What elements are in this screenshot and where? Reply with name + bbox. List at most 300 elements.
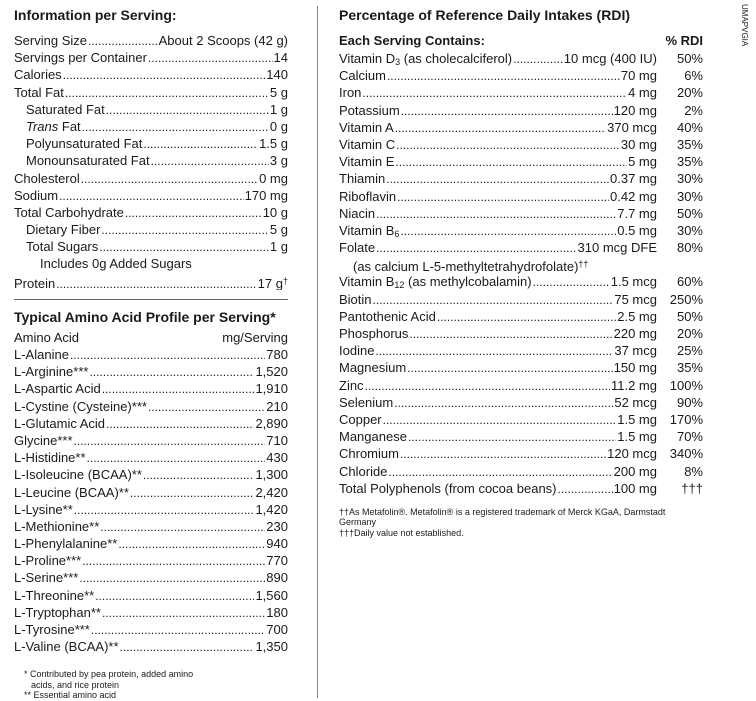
protein-label: Protein bbox=[14, 275, 56, 290]
rdi-row-percent: ††† bbox=[681, 480, 703, 496]
rdi-row bbox=[339, 325, 703, 342]
rdi-row-value: 75 mcg bbox=[614, 291, 657, 307]
leader-dots bbox=[81, 170, 258, 187]
amino-row-label: L-Tyrosine*** bbox=[14, 622, 90, 637]
rdi-row bbox=[339, 428, 703, 445]
leader-dots bbox=[106, 415, 254, 432]
leader-dots bbox=[63, 66, 266, 83]
leader-dots bbox=[89, 363, 254, 380]
right-column bbox=[339, 6, 703, 538]
rdi-row-label bbox=[339, 291, 372, 308]
rdi-label-text: Phosphorus bbox=[339, 326, 409, 341]
amino-row bbox=[14, 621, 288, 638]
leader-dots bbox=[148, 398, 265, 415]
serving-row bbox=[14, 118, 288, 135]
amino-row-value: 1,350 bbox=[255, 639, 288, 655]
rdi-row-percent: 50% bbox=[676, 51, 703, 66]
section-divider bbox=[14, 299, 288, 300]
rdi-row-label bbox=[339, 102, 400, 119]
amino-row-value: 1,560 bbox=[255, 587, 288, 603]
amino-row-label: L-Proline*** bbox=[14, 553, 82, 569]
rdi-row-value: 0.5 mg bbox=[617, 222, 657, 238]
rdi-row-percent: 90% bbox=[676, 394, 703, 410]
amino-row-value: 230 bbox=[266, 518, 288, 534]
amino-row bbox=[14, 638, 288, 655]
protein-value: 17 g† bbox=[257, 275, 288, 290]
folate-note: (as calcium L-5-methyltetrahydrofolate)†† bbox=[353, 259, 589, 275]
rdi-footnote: ††As Metafolin®. Metafolin® is a registered trademark of Merck KGaA, Darmstadt Germany bbox=[339, 506, 666, 528]
amino-row-label: L-Serine*** bbox=[14, 570, 79, 586]
serving-row-value: 0 mg bbox=[259, 170, 288, 186]
rdi-row-value: 370 mcg bbox=[607, 119, 657, 135]
rdi-row-percent: 50% bbox=[676, 205, 703, 221]
amino-row-label: L-Tryptophan** bbox=[14, 604, 101, 620]
rdi-label-text: Iron bbox=[339, 85, 362, 101]
rdi-row bbox=[339, 480, 703, 497]
serving-row-value: 1 g bbox=[269, 239, 288, 255]
amino-row-value: 890 bbox=[266, 570, 288, 586]
rdi-label-text: Copper bbox=[339, 411, 382, 427]
leader-dots bbox=[59, 187, 244, 204]
rdi-row bbox=[339, 136, 703, 153]
rdi-row-value: 100 mg bbox=[613, 480, 657, 496]
rdi-row bbox=[339, 359, 703, 376]
serving-row-value: 170 mg bbox=[244, 187, 288, 203]
rdi-label-text: Vitamin D bbox=[339, 51, 396, 66]
rdi-row-value: 220 mg bbox=[613, 326, 657, 341]
rdi-row-value: 5 mg bbox=[628, 154, 657, 170]
rdi-row-label bbox=[339, 308, 436, 325]
rdi-label-text: Pantothenic Acid bbox=[339, 308, 436, 324]
serving-row-label: Servings per Container bbox=[14, 50, 147, 66]
rdi-row bbox=[339, 205, 703, 222]
rdi-title: Percentage of Reference Daily Intakes (RDI) bbox=[339, 7, 630, 23]
leader-dots bbox=[558, 480, 613, 497]
rdi-label-text: Potassium bbox=[339, 102, 400, 118]
side-code: UMAPVGIA bbox=[740, 4, 749, 47]
rdi-label-subscript: 12 bbox=[394, 280, 405, 291]
amino-row-label: L-Phenylalanine** bbox=[14, 536, 118, 552]
amino-row bbox=[14, 501, 288, 518]
rdi-row-value: 7.7 mg bbox=[617, 205, 657, 221]
amino-note: * Contributed by pea protein, added amino bbox=[24, 669, 194, 680]
rdi-row-percent: 6% bbox=[684, 68, 703, 84]
amino-row-label: L-Isoleucine (BCAA)** bbox=[14, 467, 142, 483]
amino-row-value: 2,420 bbox=[255, 484, 288, 500]
rdi-label-rest: (as methylcobalamin) bbox=[404, 274, 532, 290]
leader-dots bbox=[143, 466, 255, 483]
amino-row-value: 1,420 bbox=[255, 501, 288, 517]
rdi-row bbox=[339, 50, 703, 67]
rdi-label-subscript: 6 bbox=[394, 228, 400, 239]
protein-row bbox=[14, 273, 288, 290]
amino-row bbox=[14, 587, 288, 604]
rdi-row-value: 1.5 mcg bbox=[610, 274, 657, 290]
rdi-label-text: Folate bbox=[339, 240, 376, 256]
rdi-footnotes bbox=[339, 507, 703, 539]
leader-dots bbox=[396, 136, 620, 153]
rdi-row-percent: 50% bbox=[676, 308, 703, 324]
amino-row-label: L-Valine (BCAA)** bbox=[14, 639, 119, 655]
amino-row-value: 780 bbox=[266, 347, 288, 362]
serving-row-label: Saturated Fat bbox=[26, 101, 105, 117]
leader-dots bbox=[99, 238, 269, 255]
rdi-row-label bbox=[339, 136, 395, 153]
amino-row-label: L-Methionine** bbox=[14, 518, 100, 534]
leader-dots bbox=[56, 275, 256, 290]
rdi-label-text: Total Polyphenols (from cocoa beans) bbox=[339, 480, 557, 496]
rdi-row-percent: 35% bbox=[676, 136, 703, 152]
serving-row bbox=[14, 152, 288, 169]
rdi-row-label bbox=[339, 188, 396, 205]
rdi-label-text: Vitamin B bbox=[339, 274, 395, 290]
rdi-footnote: †††Daily value not established. bbox=[339, 527, 464, 538]
column-divider bbox=[317, 6, 318, 698]
rdi-row bbox=[339, 239, 703, 256]
rdi-row-label bbox=[339, 342, 374, 359]
rdi-row bbox=[339, 188, 703, 205]
leader-dots bbox=[95, 587, 254, 604]
rdi-row-percent: 30% bbox=[676, 171, 703, 187]
rdi-row bbox=[339, 342, 703, 359]
rdi-row-value: 4 mg bbox=[628, 85, 657, 101]
rdi-row-label bbox=[339, 84, 361, 101]
rdi-row-percent: 340% bbox=[669, 446, 703, 462]
amino-row bbox=[14, 380, 288, 397]
rdi-row-percent: 8% bbox=[684, 463, 703, 479]
amino-row bbox=[14, 432, 288, 449]
serving-row-value: 0 g bbox=[269, 118, 288, 134]
rdi-label-text: Chloride bbox=[339, 463, 388, 479]
rdi-label-text: Niacin bbox=[339, 205, 376, 221]
rdi-row-value: 150 mg bbox=[613, 360, 657, 376]
leader-dots bbox=[118, 535, 265, 552]
rdi-table bbox=[339, 50, 703, 256]
serving-row bbox=[14, 170, 288, 187]
rdi-row-percent: 20% bbox=[676, 85, 703, 101]
rdi-table-2 bbox=[339, 273, 703, 496]
rdi-row bbox=[339, 308, 703, 325]
rdi-row bbox=[339, 84, 703, 101]
leader-dots bbox=[408, 428, 616, 445]
rdi-row bbox=[339, 377, 703, 394]
rdi-row-label bbox=[339, 273, 532, 290]
leader-dots bbox=[362, 84, 627, 101]
rdi-row-percent: 2% bbox=[684, 102, 703, 118]
leader-dots bbox=[513, 50, 563, 67]
rdi-label-text: Vitamin B bbox=[339, 222, 395, 238]
leader-dots bbox=[407, 359, 612, 376]
leader-dots bbox=[88, 32, 158, 49]
rdi-row-value: 1.5 mg bbox=[617, 429, 657, 445]
serving-row bbox=[14, 135, 288, 152]
rdi-row-label bbox=[339, 411, 382, 428]
leader-dots bbox=[395, 119, 606, 136]
leader-dots bbox=[383, 411, 617, 428]
amino-column-headers bbox=[14, 329, 288, 346]
amino-notes bbox=[14, 669, 288, 701]
leader-dots bbox=[74, 432, 266, 449]
leader-dots bbox=[120, 638, 255, 655]
amino-row-label: Glycine*** bbox=[14, 432, 73, 448]
amino-note: ** Essential amino acid bbox=[24, 690, 117, 701]
rdi-row-percent: 35% bbox=[676, 154, 703, 170]
leader-dots bbox=[151, 152, 269, 169]
rdi-row bbox=[339, 445, 703, 462]
leader-dots bbox=[395, 153, 627, 170]
amino-row-value: 710 bbox=[266, 432, 288, 448]
rdi-label-text: Vitamin E bbox=[339, 154, 395, 170]
serving-row-label: Total Sugars bbox=[26, 239, 99, 255]
rdi-row-label bbox=[339, 170, 385, 187]
serving-row-label: Serving Size bbox=[14, 33, 87, 48]
rdi-row-percent: 80% bbox=[676, 240, 703, 256]
amino-row-label: L-Glutamic Acid bbox=[14, 415, 106, 431]
rdi-row-value: 310 mcg DFE bbox=[577, 240, 657, 256]
rdi-row-percent: 70% bbox=[676, 429, 703, 445]
serving-row-label: Dietary Fiber bbox=[26, 222, 101, 238]
amino-title: Typical Amino Acid Profile per Serving* bbox=[14, 308, 276, 325]
leader-dots bbox=[388, 463, 612, 480]
leader-dots bbox=[365, 377, 610, 394]
rdi-row-value: 120 mg bbox=[613, 102, 657, 118]
rdi-row-value: 37 mcg bbox=[614, 343, 657, 359]
rdi-row bbox=[339, 153, 703, 170]
rdi-row-value: 10 mcg (400 IU) bbox=[563, 51, 657, 66]
leader-dots bbox=[387, 67, 620, 84]
rdi-row-percent: 30% bbox=[676, 222, 703, 238]
rdi-row-label bbox=[339, 153, 394, 170]
amino-row bbox=[14, 363, 288, 380]
added-sugars-note: Includes 0g Added Sugars bbox=[40, 256, 192, 272]
amino-row-label: L-Aspartic Acid bbox=[14, 381, 101, 397]
rdi-row-value: 30 mg bbox=[620, 136, 657, 152]
serving-row-label: Trans Fat bbox=[26, 118, 81, 134]
amino-row bbox=[14, 535, 288, 552]
leader-dots bbox=[65, 84, 269, 101]
serving-row-label: Total Carbohydrate bbox=[14, 204, 124, 220]
amino-row-label: L-Histidine** bbox=[14, 450, 86, 466]
rdi-row bbox=[339, 411, 703, 428]
leader-dots bbox=[401, 102, 613, 119]
leader-dots bbox=[102, 604, 265, 621]
rdi-label-text: Riboflavin bbox=[339, 188, 397, 204]
rdi-label-text: Thiamin bbox=[339, 171, 386, 187]
rdi-label-text: Biotin bbox=[339, 291, 372, 307]
rdi-row bbox=[339, 102, 703, 119]
leader-dots bbox=[82, 552, 265, 569]
rdi-label-text: Vitamin C bbox=[339, 136, 396, 152]
amino-row bbox=[14, 449, 288, 466]
serving-row-value: 5 g bbox=[269, 84, 288, 100]
leader-dots bbox=[125, 204, 262, 221]
leader-dots bbox=[400, 222, 616, 239]
rdi-row-label bbox=[339, 119, 394, 136]
amino-row-value: 940 bbox=[266, 536, 288, 552]
rdi-label-text: Calcium bbox=[339, 68, 386, 84]
amino-row bbox=[14, 346, 288, 363]
serving-row bbox=[14, 238, 288, 255]
rdi-label-rest: (as cholecalciferol) bbox=[400, 51, 513, 66]
rdi-row-percent: 40% bbox=[676, 119, 703, 135]
serving-row bbox=[14, 187, 288, 204]
amino-col-right: mg/Serving bbox=[222, 329, 288, 345]
rdi-row bbox=[339, 273, 703, 290]
amino-row-value: 700 bbox=[266, 622, 288, 637]
leader-dots bbox=[437, 308, 616, 325]
rdi-row-label bbox=[339, 239, 375, 256]
rdi-row-percent: 35% bbox=[676, 360, 703, 376]
amino-table bbox=[14, 346, 288, 655]
rdi-row-percent: 30% bbox=[676, 188, 703, 204]
rdi-label-text: Magnesium bbox=[339, 360, 407, 376]
rdi-row-label bbox=[339, 50, 512, 67]
rdi-row bbox=[339, 170, 703, 187]
rdi-row-percent: 250% bbox=[669, 291, 703, 307]
rdi-row-label bbox=[339, 359, 406, 376]
amino-row bbox=[14, 604, 288, 621]
serving-row bbox=[14, 84, 288, 101]
rdi-row-value: 2.5 mg bbox=[617, 308, 657, 324]
amino-row-label: L-Leucine (BCAA)** bbox=[14, 484, 129, 500]
rdi-row-value: 0.42 mg bbox=[610, 188, 657, 204]
rdi-row bbox=[339, 222, 703, 239]
leader-dots bbox=[533, 273, 610, 290]
serving-row-value: 10 g bbox=[262, 204, 288, 220]
rdi-row-percent: 60% bbox=[676, 274, 703, 290]
leader-dots bbox=[91, 621, 265, 638]
rdi-row-label bbox=[339, 428, 407, 445]
rdi-row-value: 0.37 mg bbox=[610, 171, 657, 187]
rdi-row-percent: 25% bbox=[676, 343, 703, 359]
leader-dots bbox=[386, 170, 609, 187]
rdi-label-text: Selenium bbox=[339, 394, 394, 410]
serving-row-value: 3 g bbox=[269, 153, 288, 169]
amino-row bbox=[14, 398, 288, 415]
rdi-row-label bbox=[339, 463, 387, 480]
leader-dots bbox=[70, 346, 265, 363]
amino-row bbox=[14, 415, 288, 432]
rdi-sub-left: Each Serving Contains: bbox=[339, 33, 485, 48]
serving-row-value: 1.5 g bbox=[259, 136, 288, 152]
leader-dots bbox=[100, 518, 265, 535]
amino-note: acids, and rice protein bbox=[31, 679, 120, 690]
serving-row-value: 140 bbox=[266, 67, 288, 83]
serving-row-label: Monounsaturated Fat bbox=[26, 153, 150, 169]
serving-row-value: About 2 Scoops (42 g) bbox=[158, 33, 288, 48]
left-column bbox=[14, 6, 288, 701]
serving-row-label: Calories bbox=[14, 67, 62, 83]
leader-dots bbox=[106, 101, 269, 118]
rdi-row-label bbox=[339, 67, 386, 84]
rdi-row-label bbox=[339, 445, 399, 462]
serving-row-label: Sodium bbox=[14, 187, 59, 203]
amino-row-label: L-Cystine (Cysteine)*** bbox=[14, 398, 147, 414]
rdi-label-text: Zinc bbox=[339, 377, 364, 393]
rdi-row bbox=[339, 67, 703, 84]
leader-dots bbox=[400, 445, 606, 462]
amino-row bbox=[14, 466, 288, 483]
amino-col-left: Amino Acid bbox=[14, 329, 80, 345]
serving-info-table bbox=[14, 32, 288, 255]
rdi-label-text: Manganese bbox=[339, 429, 407, 445]
rdi-label-text: Chromium bbox=[339, 446, 399, 462]
leader-dots bbox=[375, 342, 613, 359]
leader-dots bbox=[376, 205, 616, 222]
leader-dots bbox=[376, 239, 576, 256]
serving-info-title: Information per Serving: bbox=[14, 7, 177, 23]
leader-dots bbox=[143, 135, 258, 152]
amino-row-value: 770 bbox=[266, 553, 288, 569]
leader-dots bbox=[148, 49, 273, 66]
rdi-subheader bbox=[339, 32, 703, 50]
serving-row-value: 5 g bbox=[269, 222, 288, 238]
serving-row-value: 14 bbox=[273, 50, 288, 66]
rdi-row-percent: 170% bbox=[669, 411, 703, 427]
amino-row-label: L-Arginine*** bbox=[14, 364, 89, 380]
rdi-label-text: Iodine bbox=[339, 343, 375, 359]
leader-dots bbox=[101, 221, 269, 238]
amino-row-value: 2,890 bbox=[255, 415, 288, 431]
amino-row-value: 180 bbox=[266, 604, 288, 620]
rdi-row bbox=[339, 394, 703, 411]
serving-row-value: 1 g bbox=[269, 101, 288, 117]
amino-row-label: L-Alanine bbox=[14, 347, 69, 362]
amino-row-label: L-Threonine** bbox=[14, 587, 95, 603]
rdi-row-label bbox=[339, 377, 364, 394]
amino-row-label: L-Lysine** bbox=[14, 501, 73, 517]
leader-dots bbox=[394, 394, 613, 411]
amino-row-value: 1,910 bbox=[255, 381, 288, 397]
amino-row bbox=[14, 552, 288, 569]
amino-row bbox=[14, 484, 288, 501]
serving-row bbox=[14, 101, 288, 118]
leader-dots bbox=[79, 569, 265, 586]
serving-row bbox=[14, 49, 288, 66]
rdi-row-percent: 20% bbox=[676, 326, 703, 341]
rdi-sub-right: % RDI bbox=[665, 33, 703, 48]
rdi-row-value: 200 mg bbox=[613, 463, 657, 479]
rdi-row-label bbox=[339, 222, 399, 239]
rdi-row-label bbox=[339, 480, 557, 497]
serving-row-label: Total Fat bbox=[14, 84, 64, 100]
rdi-row-label bbox=[339, 394, 393, 411]
rdi-row bbox=[339, 463, 703, 480]
rdi-row-value: 11.2 mg bbox=[610, 377, 657, 393]
rdi-row-value: 70 mg bbox=[620, 68, 657, 84]
leader-dots bbox=[87, 449, 266, 466]
rdi-row-value: 1.5 mg bbox=[617, 411, 657, 427]
amino-row bbox=[14, 518, 288, 535]
rdi-row bbox=[339, 119, 703, 136]
leader-dots bbox=[74, 501, 255, 518]
serving-row bbox=[14, 66, 288, 83]
amino-row-value: 210 bbox=[266, 398, 288, 414]
rdi-label-text: Vitamin A bbox=[339, 119, 394, 135]
leader-dots bbox=[130, 484, 255, 501]
rdi-row-label bbox=[339, 325, 408, 342]
serving-row-label: Polyunsaturated Fat bbox=[26, 136, 143, 152]
rdi-row-value: 120 mcg bbox=[607, 446, 657, 462]
leader-dots bbox=[397, 188, 609, 205]
serving-row bbox=[14, 32, 288, 49]
leader-dots bbox=[373, 291, 614, 308]
serving-row-label: Cholesterol bbox=[14, 170, 80, 186]
serving-row bbox=[14, 204, 288, 221]
leader-dots bbox=[102, 380, 255, 397]
amino-row bbox=[14, 569, 288, 586]
amino-row-value: 430 bbox=[266, 450, 288, 466]
